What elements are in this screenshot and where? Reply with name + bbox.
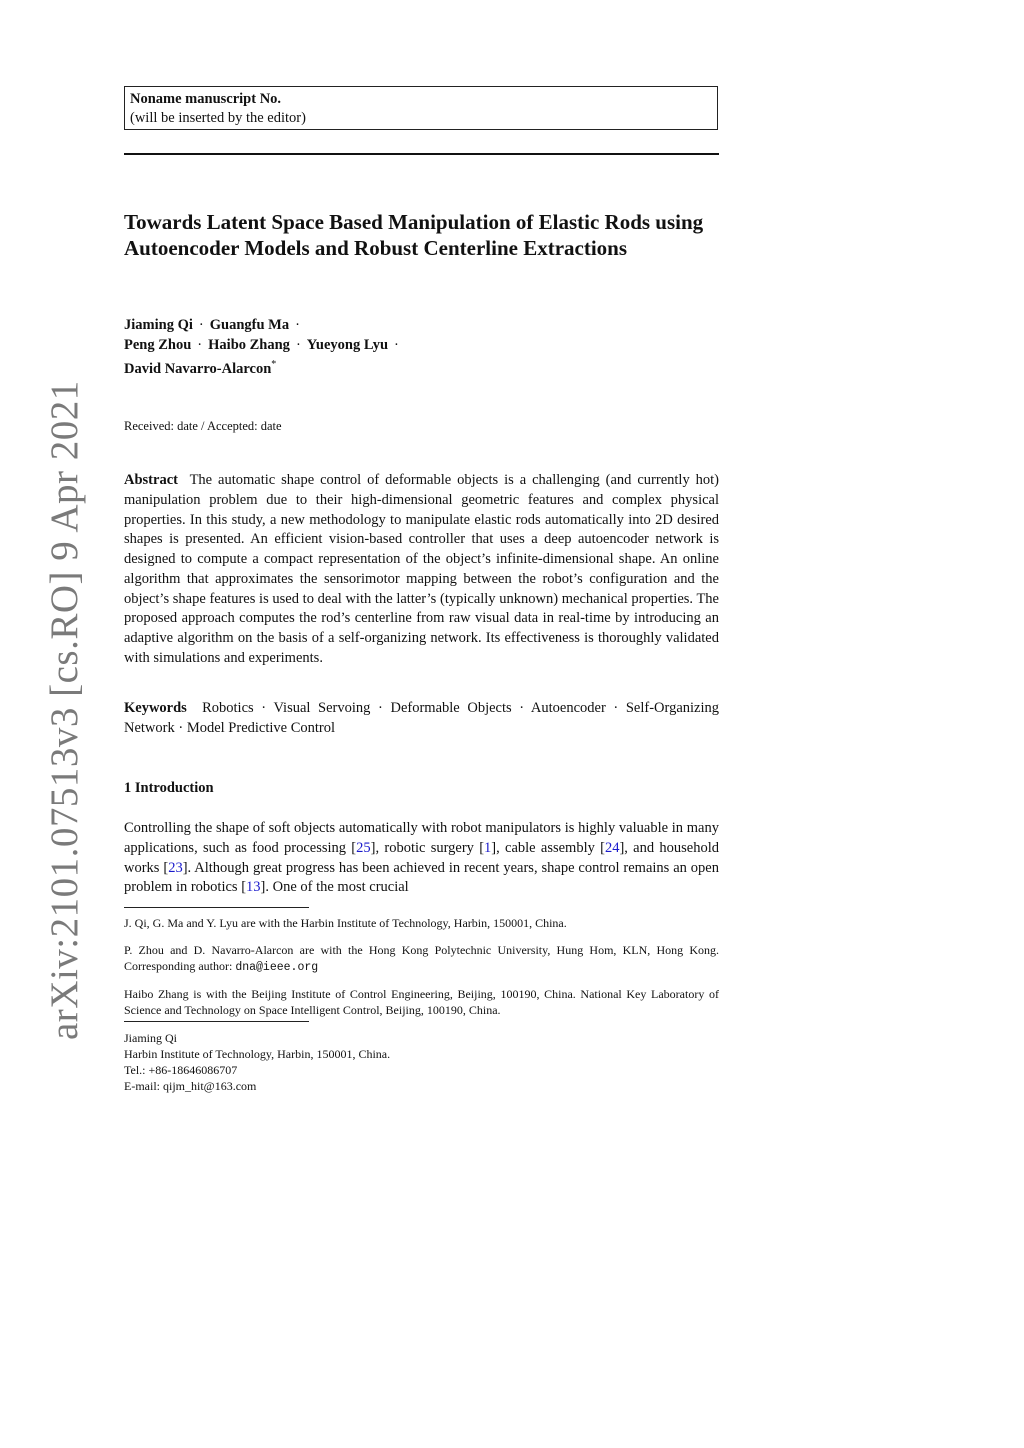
author-name: David Navarro-Alarcon (124, 360, 272, 377)
author-name: Yueyong Lyu (306, 337, 389, 353)
author-line-3 (124, 355, 724, 379)
intro-text: ], and household works [ (124, 839, 719, 876)
manuscript-number: Noname manuscript No. (130, 91, 282, 107)
contact-name: Jiaming Qi (124, 1031, 177, 1045)
author-separator: · (197, 337, 203, 353)
contact-email: E-mail: qijm_hit@163.com (124, 1079, 257, 1093)
author-list (124, 315, 724, 379)
footnote-affiliation-3: Haibo Zhang is with the Beijing Institute of Control Engineering, Beijing, 100190, China. National Key Laboratory of Science and Technology on Space Intelligent Control, Beijing, 100190, China. (124, 987, 719, 1017)
author-line-2 (124, 335, 724, 355)
author-separator: · (198, 317, 204, 333)
intro-text: ], cable assembly [ (491, 839, 605, 856)
citation-link[interactable]: 25 (356, 839, 371, 856)
author-name: Guangfu Ma (209, 317, 290, 333)
author-name: Jiaming Qi (124, 317, 193, 333)
author-separator: · (394, 337, 399, 353)
contact-tel: Tel.: +86-18646086707 (124, 1063, 238, 1077)
arxiv-identifier: arXiv:2101.07513v3 [cs.RO] 9 Apr 2021 (43, 380, 86, 1040)
citation-link[interactable]: 1 (484, 839, 492, 856)
corresponding-author-mark: * (271, 359, 277, 370)
intro-text: ]. One of the most crucial (260, 879, 409, 896)
footnote-affiliation-1: J. Qi, G. Ma and Y. Lyu are with the Harbin Institute of Technology, Harbin, 150001, China. (124, 916, 567, 930)
author-separator: · (295, 317, 300, 333)
citation-link[interactable]: 23 (168, 859, 183, 876)
section-heading-introduction: 1 Introduction (124, 780, 214, 796)
received-date: Received: date / Accepted: date (124, 419, 282, 433)
editor-note: (will be inserted by the editor) (130, 110, 306, 126)
keywords-text: Robotics · Visual Servoing · Deformable Objects · Autoencoder · Self-Organizing Network · Model Predictive Control (124, 700, 720, 736)
keywords (124, 699, 719, 739)
footnote-affiliation-2 (124, 942, 719, 976)
citation-link[interactable]: 24 (604, 839, 620, 856)
keywords-label: Keywords (124, 700, 187, 716)
footnote-rule (124, 907, 309, 908)
abstract-label: Abstract (124, 472, 178, 488)
contact-block (124, 1030, 390, 1094)
author-separator: · (295, 337, 301, 353)
citation-link[interactable]: 13 (246, 879, 261, 896)
abstract (124, 471, 719, 669)
author-name: Peng Zhou (124, 337, 192, 353)
corresponding-email: dna@ieee.org (235, 961, 319, 974)
abstract-text: The automatic shape control of deformable objects is a challenging (and currently hot) manipulation problem due to their high-dimensional geometric features and complex physical properties. In this study, a new methodology to manipulate elastic rods automatically into 2D desired shapes is presented. An efficient vision-based controller that uses a deep autoencoder network is designed to compute a compact representation of the object’s infinite-dimensional shape. An online algorithm that approximates the sensorimotor mapping between the robot’s configuration and the object’s shape features is used to deal with the latter’s (typically unknown) mechanical properties. The proposed approach computes the rod’s centerline from raw visual data in real-time by introducing an adaptive algorithm on the basis of a self-organizing network. Its effectiveness is thoroughly validated with simulations and experiments. (124, 472, 719, 666)
introduction-paragraph (124, 819, 719, 898)
manuscript-box (124, 86, 718, 130)
footnote-text: P. Zhou and D. Navarro-Alarcon are with the Hong Kong Polytechnic University, Hung Hom, KLN, Hong Kong. Corresponding author: (124, 943, 719, 973)
paper-title: Towards Latent Space Based Manipulation of Elastic Rods using Autoencoder Models and Robust Centerline Extractions (124, 210, 704, 260)
intro-text: Controlling the shape of soft objects automatically with robot manipulators is highly valuable in many applications, such as food processing [ (124, 820, 719, 856)
author-name: Haibo Zhang (208, 337, 290, 353)
contact-affiliation: Harbin Institute of Technology, Harbin, 150001, China. (124, 1047, 391, 1061)
author-line-1 (124, 315, 724, 335)
intro-text: ]. Although great progress has been achieved in recent years, shape control remains an open problem in robotics [ (124, 859, 719, 896)
contact-rule (124, 1021, 309, 1022)
header-rule (124, 153, 719, 155)
intro-text: ], robotic surgery [ (370, 839, 485, 856)
